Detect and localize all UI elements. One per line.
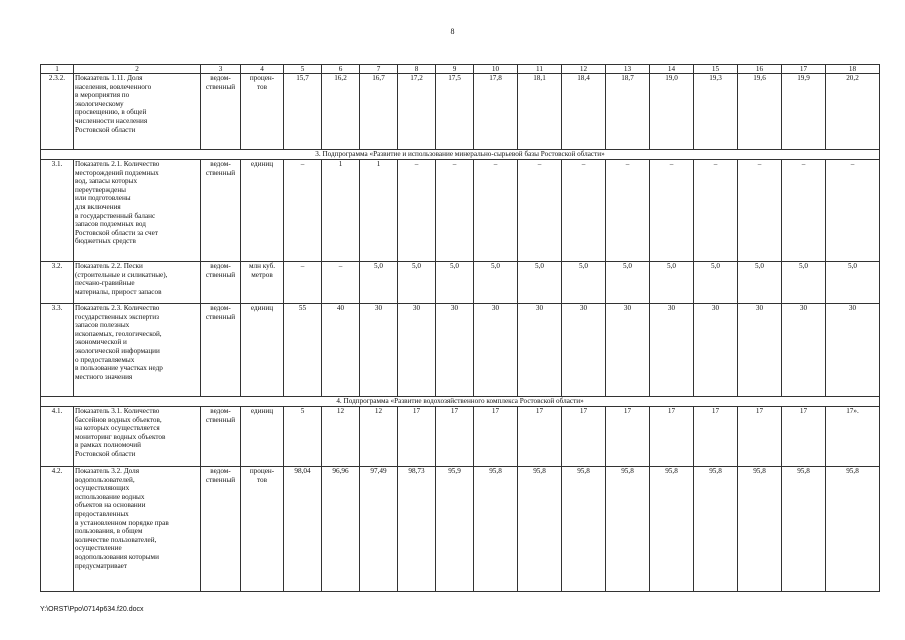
data-source-text: ведом- ственный [205, 74, 236, 91]
row-number-text: 3.1. [51, 160, 63, 168]
indicator-row [41, 407, 880, 467]
indicator-value [398, 160, 436, 262]
indicator-value [360, 304, 398, 397]
row-number [41, 262, 74, 304]
indicator-description [74, 407, 201, 467]
indicator-value-text: 17 [667, 407, 676, 415]
data-source [201, 74, 241, 150]
indicator-value [650, 160, 694, 262]
indicator-value-text: 98,73 [408, 467, 425, 475]
row-number-text: 2.3.2. [48, 74, 66, 82]
column-header: 16 [738, 65, 782, 74]
column-header: 11 [518, 65, 562, 74]
indicator-value [322, 407, 360, 467]
indicator-value [782, 407, 826, 467]
indicator-value-text: – [581, 160, 586, 168]
indicator-value-text: 19,0 [665, 74, 678, 82]
column-header: 12 [562, 65, 606, 74]
indicator-value [436, 160, 474, 262]
indicator-value [562, 467, 606, 592]
indicator-value-text: – [493, 160, 498, 168]
data-source [201, 262, 241, 304]
indicator-value-text: 95,8 [621, 467, 634, 475]
indicator-value-text: – [625, 160, 630, 168]
indicator-row [41, 160, 880, 262]
indicator-value [738, 160, 782, 262]
indicator-description-text: Показатель 1.11. Доля населения, вовлеченного в мероприятия по экологическому просвещению, в общей численности населения Ростовской области [75, 74, 152, 134]
indicator-value [360, 467, 398, 592]
indicator-value [518, 407, 562, 467]
indicator-value [694, 407, 738, 467]
indicator-value-text: – [300, 160, 305, 168]
data-source-text: ведом- ственный [205, 160, 236, 177]
indicator-value [474, 467, 518, 592]
indicator-value-text: 5,0 [623, 262, 632, 270]
indicator-value-text: 5,0 [848, 262, 857, 270]
indicator-value [694, 467, 738, 592]
unit-of-measure-text: млн куб. метров [248, 262, 276, 279]
indicator-value [284, 74, 322, 150]
column-header: 14 [650, 65, 694, 74]
indicator-description-text: Показатель 2.1. Количество месторождений подземных вод, запасы которых переутверждены или подготовлены для включения в государственный баланс запасов подземных вод Ростовской области за счет бюджетных средств [75, 160, 160, 246]
indicator-value [650, 407, 694, 467]
data-source-text: ведом- ственный [205, 262, 236, 279]
row-number [41, 304, 74, 397]
indicator-value [284, 304, 322, 397]
unit-of-measure-text: единиц [250, 160, 274, 168]
row-number [41, 467, 74, 592]
data-source-text: ведом- ственный [205, 467, 236, 484]
row-number [41, 407, 74, 467]
indicator-value-text: 17 [623, 407, 632, 415]
indicator-value [694, 74, 738, 150]
indicator-value-text: 95,9 [448, 467, 461, 475]
column-header: 2 [74, 65, 201, 74]
indicator-value [694, 304, 738, 397]
indicator-value-text: 17 [412, 407, 421, 415]
indicator-description [74, 262, 201, 304]
indicator-description-text: Показатель 3.1. Количество бассейнов водных объектов, на которых осуществляется мониторинг водных объектов в рамках полномочий Ростовской области [75, 407, 166, 458]
indicator-value [518, 160, 562, 262]
indicator-value [360, 160, 398, 262]
indicator-value [738, 262, 782, 304]
column-header: 18 [826, 65, 880, 74]
column-header: 1 [41, 65, 74, 74]
header-row [41, 65, 880, 74]
indicator-value-text: 30 [848, 304, 857, 312]
unit-of-measure-text: единиц [250, 407, 274, 415]
indicator-value-text: – [669, 160, 674, 168]
indicator-row [41, 262, 880, 304]
indicator-value [474, 304, 518, 397]
indicator-value-text: 12 [336, 407, 345, 415]
indicator-value-text: 97,49 [370, 467, 387, 475]
indicator-value [826, 407, 880, 467]
indicator-value-text: 95,8 [753, 467, 766, 475]
indicator-value-text: 5,0 [374, 262, 383, 270]
unit-of-measure [241, 304, 284, 397]
indicator-value-text: 30 [667, 304, 676, 312]
indicator-value-text: 95,8 [665, 467, 678, 475]
indicator-value [782, 74, 826, 150]
column-header: 8 [398, 65, 436, 74]
indicator-value [606, 74, 650, 150]
column-header: 15 [694, 65, 738, 74]
indicator-value [360, 262, 398, 304]
indicator-value [436, 407, 474, 467]
indicator-value [436, 467, 474, 592]
indicator-value [606, 262, 650, 304]
indicator-value [606, 467, 650, 592]
indicator-value [738, 467, 782, 592]
indicator-value-text: 95,8 [577, 467, 590, 475]
indicator-value [694, 262, 738, 304]
indicator-value-text: 95,8 [846, 467, 859, 475]
unit-of-measure [241, 74, 284, 150]
indicator-value [738, 74, 782, 150]
data-source [201, 467, 241, 592]
indicator-value-text: 30 [535, 304, 544, 312]
indicator-description [74, 304, 201, 397]
row-number-text: 3.3. [51, 304, 63, 312]
indicator-value-text: 17». [846, 407, 859, 415]
indicator-value-text: 18,7 [621, 74, 634, 82]
indicator-value [322, 304, 360, 397]
indicator-value [398, 262, 436, 304]
indicator-value-text: – [338, 262, 343, 270]
indicator-value [782, 262, 826, 304]
data-source [201, 407, 241, 467]
indicator-value [284, 467, 322, 592]
indicator-value [606, 160, 650, 262]
data-source-text: ведом- ственный [205, 407, 236, 424]
indicator-value [826, 262, 880, 304]
indicators-table [40, 64, 880, 592]
indicator-value [518, 262, 562, 304]
column-header: 10 [474, 65, 518, 74]
indicator-description [74, 74, 201, 150]
indicator-value [826, 74, 880, 150]
indicator-value-text: 17,8 [489, 74, 502, 82]
row-number [41, 160, 74, 262]
indicator-value [398, 304, 436, 397]
indicator-value-text: 30 [623, 304, 632, 312]
indicator-value-text: 5 [300, 407, 305, 415]
indicator-value-text: 95,8 [797, 467, 810, 475]
indicator-value [284, 407, 322, 467]
indicator-value [322, 160, 360, 262]
indicator-value [782, 304, 826, 397]
indicator-value-text: 17 [711, 407, 720, 415]
indicator-value [360, 74, 398, 150]
indicator-value-text: 1 [338, 160, 343, 168]
indicator-value-text: 19,3 [709, 74, 722, 82]
row-number-text: 4.1. [51, 407, 63, 415]
indicator-value-text: 19,6 [753, 74, 766, 82]
indicator-value-text: 17,5 [448, 74, 461, 82]
indicator-value [474, 160, 518, 262]
file-path-footer: Y:\ORST\Ppo\0714p634.f20.docx [40, 606, 144, 613]
indicator-value-text: 95,8 [709, 467, 722, 475]
indicator-value-text: 16,7 [372, 74, 385, 82]
indicator-value-text: 98,04 [294, 467, 311, 475]
indicator-value [826, 160, 880, 262]
unit-of-measure [241, 160, 284, 262]
indicator-value-text: 95,8 [533, 467, 546, 475]
indicator-value-text: 17 [535, 407, 544, 415]
indicator-value-text: 30 [450, 304, 459, 312]
indicator-row [41, 467, 880, 592]
indicator-value [650, 74, 694, 150]
indicator-value-text: 30 [579, 304, 588, 312]
indicator-value-text: 30 [711, 304, 720, 312]
indicator-value-text: 18,1 [533, 74, 546, 82]
indicator-value [562, 407, 606, 467]
indicator-value [322, 74, 360, 150]
unit-of-measure [241, 262, 284, 304]
indicator-value-text: 30 [755, 304, 764, 312]
page-number: 8 [450, 27, 455, 36]
indicator-value [518, 304, 562, 397]
column-header: 3 [201, 65, 241, 74]
indicator-value-text: 16,2 [334, 74, 347, 82]
column-header: 13 [606, 65, 650, 74]
column-header: 7 [360, 65, 398, 74]
indicator-value-text: – [850, 160, 855, 168]
indicator-value-text: – [300, 262, 305, 270]
indicator-value [398, 467, 436, 592]
indicator-value [738, 407, 782, 467]
indicator-value [782, 160, 826, 262]
indicator-value [650, 467, 694, 592]
indicator-value-text: – [713, 160, 718, 168]
indicator-value [562, 74, 606, 150]
subprogram-title: 4. Подпрограмма «Развитие водохозяйственного комплекса Ростовской области» [41, 397, 880, 407]
indicator-value [436, 262, 474, 304]
indicator-value-text: 5,0 [711, 262, 720, 270]
indicator-description-text: Показатель 2.2. Пески (строительные и силикатные), песчано-гравийные материалы, прирост запасов [75, 262, 168, 296]
indicator-value [474, 74, 518, 150]
indicator-value [284, 262, 322, 304]
subprogram-section-row [41, 397, 880, 407]
indicator-value [322, 262, 360, 304]
row-number-text: 3.2. [51, 262, 63, 270]
indicator-value-text: 5,0 [667, 262, 676, 270]
indicator-value [360, 407, 398, 467]
indicator-value [284, 160, 322, 262]
indicator-value-text: 55 [298, 304, 307, 312]
indicator-value-text: 15,7 [296, 74, 309, 82]
indicator-value [398, 74, 436, 150]
indicator-value-text: 17 [491, 407, 500, 415]
indicator-value [436, 304, 474, 397]
indicator-value-text: – [414, 160, 419, 168]
indicator-value [436, 74, 474, 150]
indicator-value [606, 304, 650, 397]
indicator-value [562, 304, 606, 397]
indicator-value [826, 304, 880, 397]
indicator-description [74, 467, 201, 592]
indicator-value-text: – [757, 160, 762, 168]
indicator-value-text: – [537, 160, 542, 168]
indicator-value-text: 18,4 [577, 74, 590, 82]
indicator-value-text: 17 [755, 407, 764, 415]
indicator-value [474, 262, 518, 304]
unit-of-measure-text: процен- тов [249, 467, 275, 484]
indicator-value [518, 467, 562, 592]
indicator-value-text: 19,9 [797, 74, 810, 82]
indicator-value-text: 95,8 [489, 467, 502, 475]
indicator-row [41, 74, 880, 150]
indicator-value [782, 467, 826, 592]
indicator-value-text: 5,0 [579, 262, 588, 270]
indicator-value-text: 5,0 [491, 262, 500, 270]
row-number [41, 74, 74, 150]
indicator-value [562, 262, 606, 304]
subprogram-title: 3. Подпрограмма «Развитие и использование минерально-сырьевой базы Ростовской области» [41, 150, 880, 160]
indicator-value-text: 17 [450, 407, 459, 415]
indicator-value-text: 17 [799, 407, 808, 415]
indicator-value-text: 30 [799, 304, 808, 312]
column-header: 17 [782, 65, 826, 74]
indicator-description [74, 160, 201, 262]
indicator-value-text: 17 [579, 407, 588, 415]
unit-of-measure-text: единиц [250, 304, 274, 312]
indicator-value-text: 20,2 [846, 74, 859, 82]
indicator-value-text: 5,0 [450, 262, 459, 270]
indicator-description-text: Показатель 3.2. Доля водопользователей, осуществляющих использование водных объектов на основании предоставленных в установленном порядке прав пользования, в общем количестве пользователей, осуществление водопользования которыми предусматривает [75, 467, 169, 570]
indicator-value [474, 407, 518, 467]
indicator-value-text: 40 [336, 304, 345, 312]
unit-of-measure-text: процен- тов [249, 74, 275, 91]
indicator-value-text: 30 [374, 304, 383, 312]
row-number-text: 4.2. [51, 467, 63, 475]
indicator-value-text: 5,0 [535, 262, 544, 270]
indicator-value [694, 160, 738, 262]
indicator-value [518, 74, 562, 150]
indicator-value-text: 1 [376, 160, 381, 168]
indicator-value [826, 467, 880, 592]
indicator-value [650, 262, 694, 304]
data-source-text: ведом- ственный [205, 304, 236, 321]
indicator-value-text: 5,0 [412, 262, 421, 270]
subprogram-section-row [41, 150, 880, 160]
column-header: 9 [436, 65, 474, 74]
indicator-value-text: 30 [491, 304, 500, 312]
indicator-description-text: Показатель 2.3. Количество государственных экспертиз запасов полезных ископаемых, геологической, экономической и экологической информации о предоставляемых в пользование участках недр местного значения [75, 304, 163, 381]
indicator-value-text: 12 [374, 407, 383, 415]
indicator-row [41, 304, 880, 397]
indicator-value-text: 96,96 [332, 467, 349, 475]
indicator-value-text: 5,0 [799, 262, 808, 270]
column-header: 6 [322, 65, 360, 74]
indicator-value [738, 304, 782, 397]
column-header: 5 [284, 65, 322, 74]
data-source [201, 304, 241, 397]
indicator-value [322, 467, 360, 592]
indicator-value-text: 30 [412, 304, 421, 312]
indicator-value [562, 160, 606, 262]
indicator-value-text: 17,2 [410, 74, 423, 82]
indicator-value [606, 407, 650, 467]
unit-of-measure [241, 467, 284, 592]
indicator-value [650, 304, 694, 397]
indicator-value [398, 407, 436, 467]
indicator-value-text: – [801, 160, 806, 168]
data-source [201, 160, 241, 262]
indicator-value-text: 5,0 [755, 262, 764, 270]
column-header: 4 [241, 65, 284, 74]
indicator-value-text: – [452, 160, 457, 168]
unit-of-measure [241, 407, 284, 467]
